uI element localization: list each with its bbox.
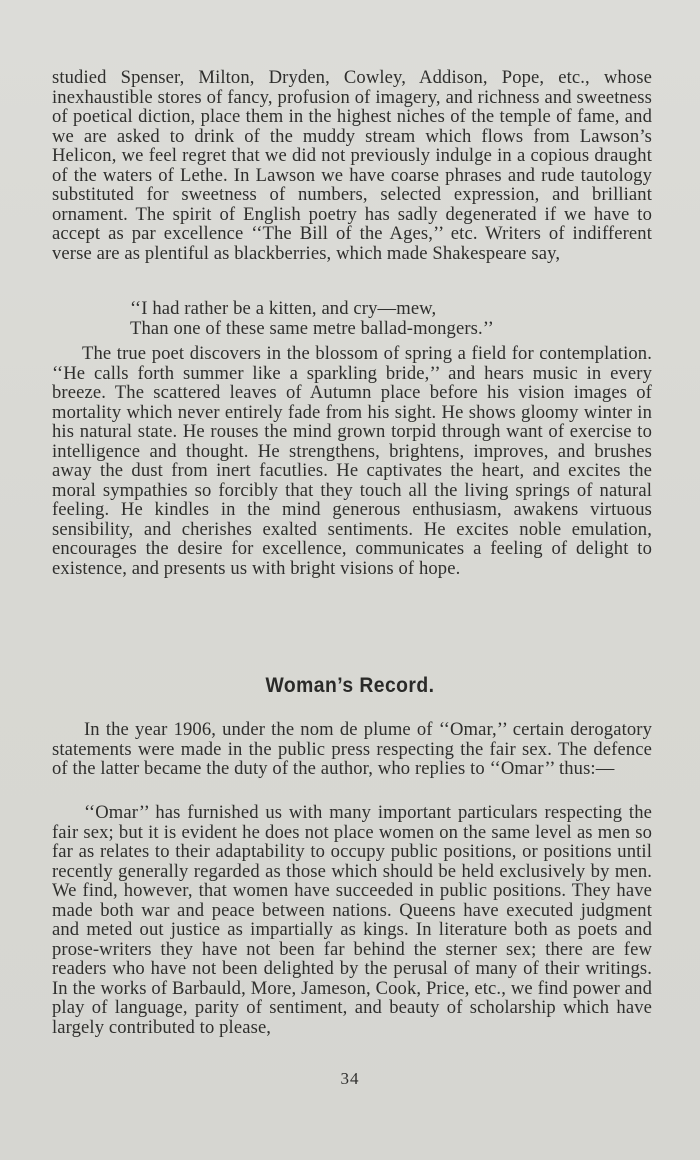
shakespeare-quote	[130, 299, 590, 338]
section-heading: Woman’s Record.	[265, 674, 435, 697]
paragraph-omar-intro: In the year 1906, under the nom de plume of ‘‘Omar,’’ certain derogatory statements were made in the public press respecting the fair sex. The defence of the latter became the duty of the author, who replies to ‘‘Omar’’ thus:—	[52, 719, 652, 779]
quote-line-2: Than one of these same metre ballad-mongers.’’	[130, 317, 494, 339]
quote-line-1: ‘‘I had rather be a kitten, and cry—mew,	[130, 298, 437, 319]
paragraph-poetry-critique: studied Spenser, Milton, Dryden, Cowley, Addison, Pope, etc., whose inexhaustible stores of fancy, profusion of imagery, and richness and sweetness of poetical diction, place them in the highest niches of the temple of fame, and we are asked to drink of the muddy stream which flows from Lawson’s Helicon, we feel regret that we did not previously indulge in a copious draught of the waters of Lethe. In Lawson we have coarse phrases and rude tautology substituted for sweetness of numbers, selected expression, and brilliant ornament. The spirit of English poetry has sadly degenerated if we have to accept as par excellence ‘‘The Bill of the Ages,’’ etc. Writers of indifferent verse are as plentiful as blackberries, which made Shakespeare say,	[52, 67, 652, 264]
page-number: 34	[340, 1069, 360, 1088]
paragraph-true-poet: The true poet discovers in the blossom of spring a field for contemplation. ‘‘He calls forth summer like a sparkling bride,’’ and hears music in every breeze. The scattered leaves of Autumn place before his vision images of mortality which never entirely fade from his sight. He shows gloomy winter in his natural state. He rouses the mind grown torpid through want of exercise to intelligence and thought. He strengthens, brightens, improves, and brushes away the dust from inert facutlies. He captivates the heart, and excites the moral sympathies so forcibly that they touch all the living springs of natural feeling. He kindles in the mind generous enthusiasm, awakens virtuous sensibility, and cherishes exalted sentiments. He excites noble emulation, encourages the desire for excellence, communicates a feeling of delight to existence, and presents us with bright visions of hope.	[52, 343, 652, 579]
paragraph-omar-reply: ‘‘Omar’’ has furnished us with many important particulars respecting the fair sex; but it is evident he does not place women on the same level as men so far as relates to their adaptability to occupy public positions, or positions until recently generally regarded as those which should be held exclusively by men. We find, however, that women have succeeded in public positions. They have made both war and peace between nations. Queens have executed judgment and meted out justice as impartially as kings. In literature both as poets and prose-writers they have not been far behind the sterner sex; there are few readers who have not been delighted by the perusal of many of their writings. In the works of Barbauld, More, Jameson, Cook, Price, etc., we find power and play of language, parity of sentiment, and beauty of scholarship which have largely contributed to please,	[52, 802, 652, 1038]
